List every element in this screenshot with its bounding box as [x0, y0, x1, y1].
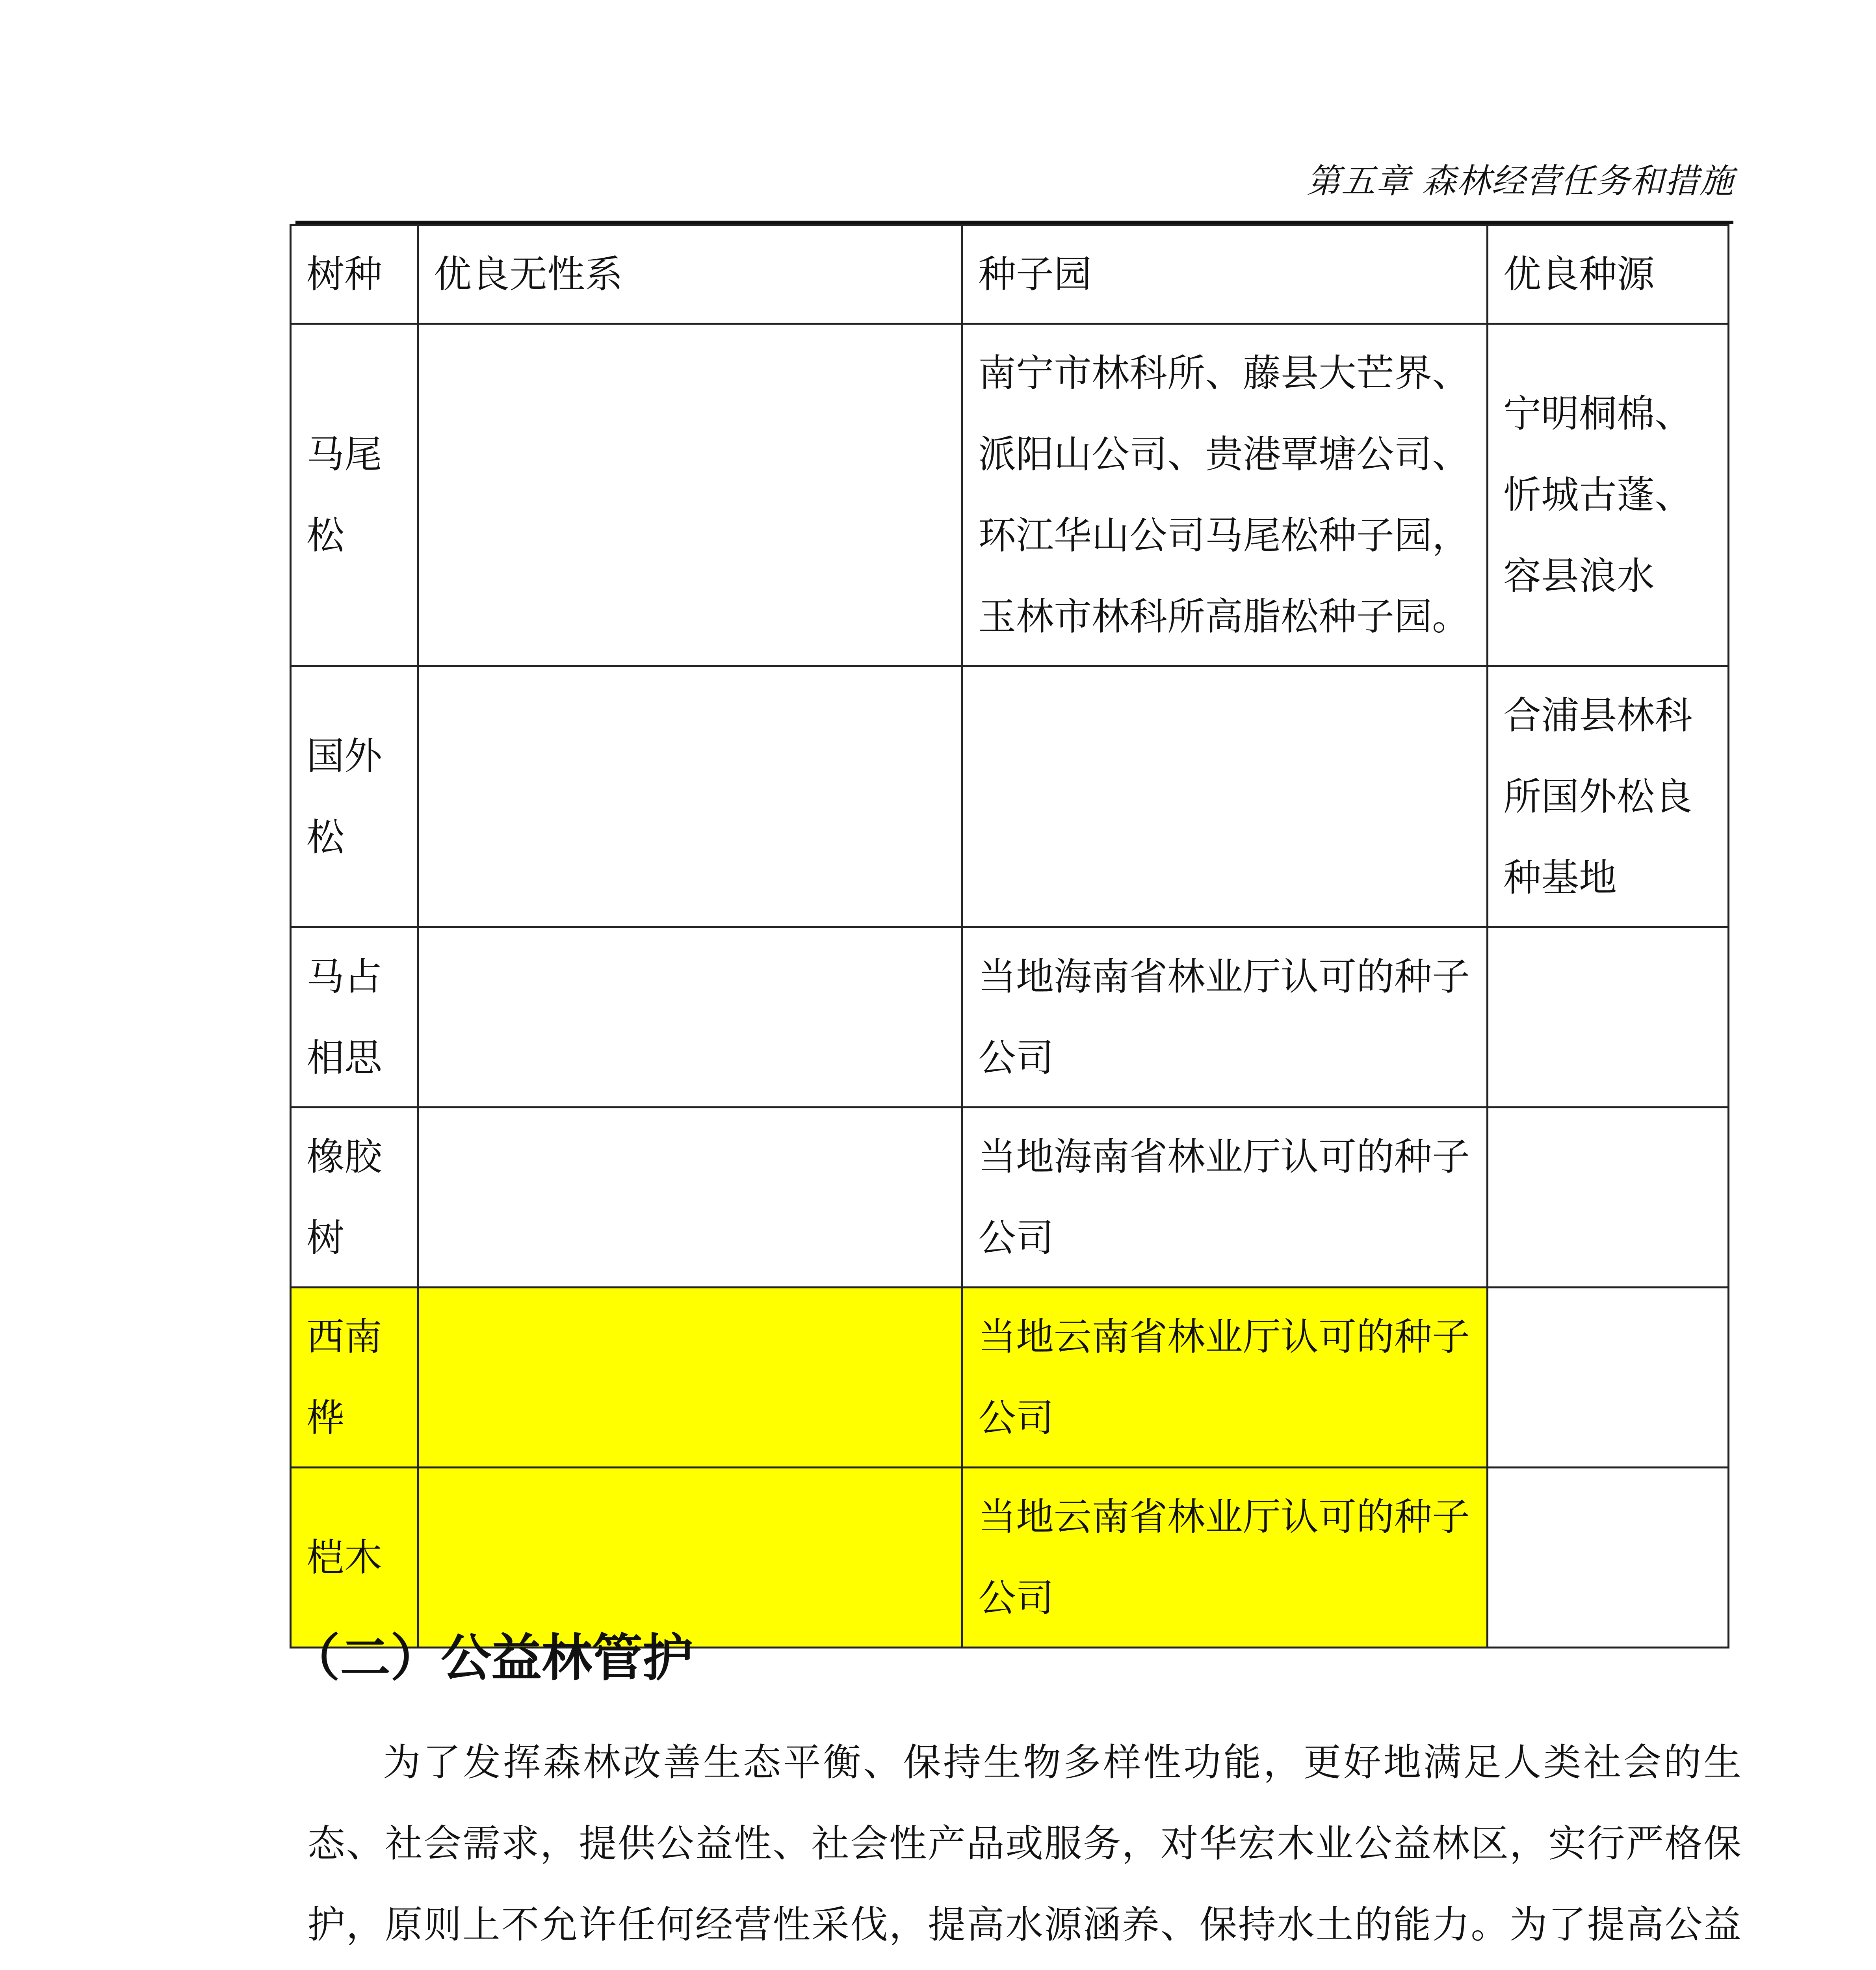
clone-cell	[418, 1108, 962, 1288]
table-row	[291, 324, 1729, 666]
provenance-cell	[1488, 1468, 1729, 1648]
provenance-cell	[1488, 927, 1729, 1108]
chapter-title: 第五章 森林经营任务和措施	[1306, 162, 1734, 201]
section-paragraph-public-forest: 为了发挥森林改善生态平衡、保持生物多样性功能，更好地满足人类社会的生态、社会需求，提供公益性、社会性产品或服务，对华宏木业公益林区，实行严格保护，原则上不允许任何经营性采伐，提高水源涵养、保持水土的能力。为了提高公益	[307, 1740, 1741, 1947]
section-heading-public-forest: （二）公益林管护	[290, 1629, 693, 1688]
header-rule	[295, 221, 1733, 224]
clone-cell	[418, 324, 962, 666]
orchard-cell: 当地云南省林业厅认可的种子公司	[962, 1288, 1488, 1468]
table-row	[291, 666, 1729, 927]
seed-source-table	[290, 224, 1729, 1648]
header-clone: 优良无性系	[418, 225, 962, 324]
provenance-cell: 宁明桐棉、忻城古蓬、容县浪水	[1488, 324, 1729, 666]
orchard-cell: 当地海南省林业厅认可的种子公司	[962, 1108, 1488, 1288]
species-cell: 西南桦	[291, 1288, 418, 1468]
clone-cell	[418, 1288, 962, 1468]
header-species: 树种	[291, 225, 418, 324]
species-cell: 橡胶树	[291, 1108, 418, 1288]
provenance-cell	[1488, 1288, 1729, 1468]
species-cell: 桤木	[291, 1468, 418, 1648]
provenance-cell: 合浦县林科所国外松良种基地	[1488, 666, 1729, 927]
table-row-highlighted	[291, 1288, 1729, 1468]
table-header-row	[291, 225, 1729, 324]
header-provenance: 优良种源	[1488, 225, 1729, 324]
orchard-cell	[962, 666, 1488, 927]
orchard-cell: 当地海南省林业厅认可的种子公司	[962, 927, 1488, 1108]
species-cell: 马占相思	[291, 927, 418, 1108]
provenance-cell	[1488, 1108, 1729, 1288]
table-row	[291, 1108, 1729, 1288]
clone-cell	[418, 666, 962, 927]
species-cell: 国外松	[291, 666, 418, 927]
header-orchard: 种子园	[962, 225, 1488, 324]
orchard-cell: 当地云南省林业厅认可的种子公司	[962, 1468, 1488, 1648]
clone-cell	[418, 927, 962, 1108]
orchard-cell: 南宁市林科所、藤县大芒界、派阳山公司、贵港覃塘公司、环江华山公司马尾松种子园，玉林市林科所高脂松种子园。	[962, 324, 1488, 666]
table-row	[291, 927, 1729, 1108]
species-cell: 马尾松	[291, 324, 418, 666]
